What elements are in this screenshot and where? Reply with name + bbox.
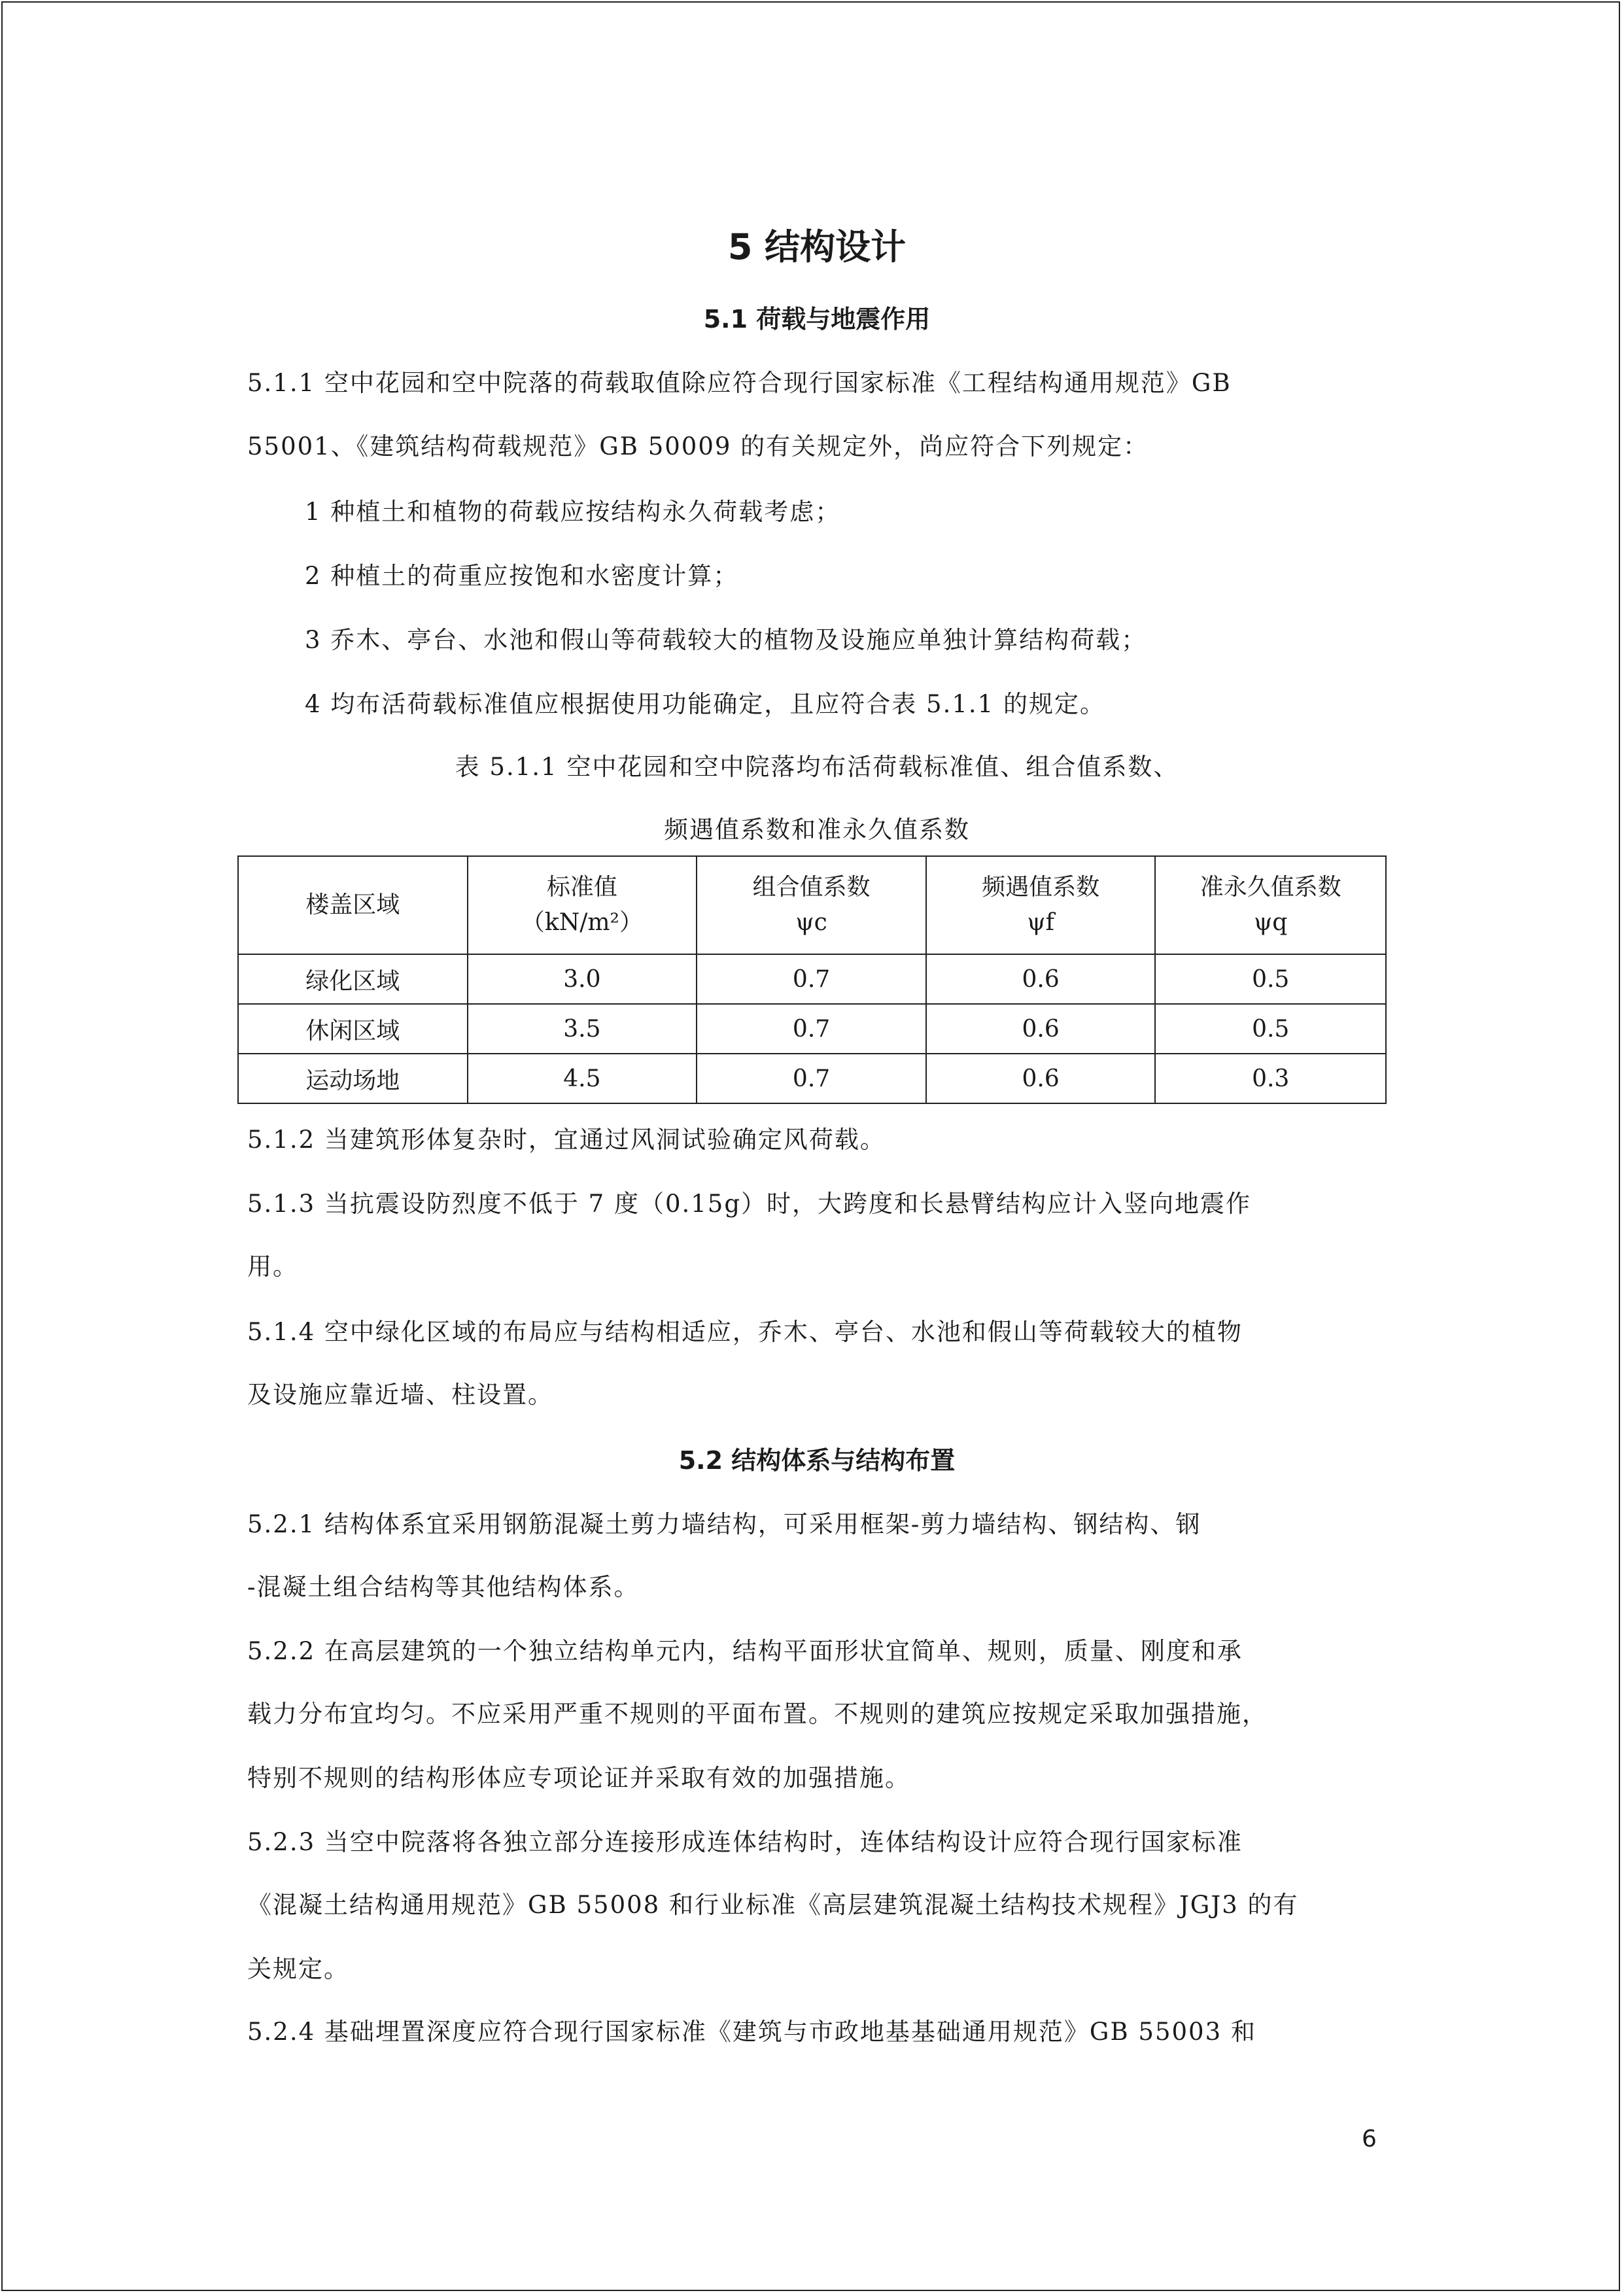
- clause-5-2-4-line1: 5.2.4 基础埋置深度应符合现行国家标准《建筑与市政地基基础通用规范》GB 55003 和: [247, 2018, 1256, 2046]
- page-number: 6: [1362, 2126, 1377, 2152]
- clause-5-1-1-line1: 5.1.1 空中花园和空中院落的荷载取值除应符合现行国家标准《工程结构通用规范》GB: [247, 369, 1232, 397]
- clause-5-2-3-line1: 5.2.3 当空中院落将各独立部分连接形成连体结构时，连体结构设计应符合现行国家标准: [247, 1828, 1243, 1856]
- table-row: [238, 1004, 1386, 1054]
- table-cell: 运动场地: [238, 1054, 468, 1103]
- list-item: 4 均布活荷载标准值应根据使用功能确定，且应符合表 5.1.1 的规定。: [305, 690, 1105, 718]
- list-item: 3 乔木、亭台、水池和假山等荷载较大的植物及设施应单独计算结构荷载；: [305, 626, 1147, 654]
- table-row: [238, 1054, 1386, 1103]
- table-cell: 4.5: [468, 1054, 697, 1103]
- table-cell: 0.5: [1155, 954, 1386, 1004]
- table-caption-line2: 频遇值系数和准永久值系数: [664, 816, 970, 844]
- chapter-title: 5 结构设计: [727, 226, 907, 267]
- table-cell: 0.6: [926, 1004, 1156, 1054]
- clause-5-1-4-line2: 及设施应靠近墙、柱设置。: [247, 1381, 553, 1409]
- list-item: 2 种植土的荷重应按饱和水密度计算；: [305, 562, 739, 590]
- table-header-cell: 准永久值系数 ψq: [1155, 856, 1386, 954]
- table-cell: 休闲区域: [238, 1004, 468, 1054]
- table-row: [238, 954, 1386, 1004]
- section-title-5-1: 5.1 荷载与地震作用: [703, 305, 931, 334]
- table-cell: 0.7: [697, 1004, 926, 1054]
- table-cell: 0.6: [926, 954, 1156, 1004]
- table-cell: 0.7: [697, 1054, 926, 1103]
- table-header-cell: 楼盖区域: [238, 856, 468, 954]
- section-title-5-2: 5.2 结构体系与结构布置: [678, 1446, 956, 1475]
- list-item: 1 种植土和植物的荷载应按结构永久荷载考虑；: [305, 498, 841, 526]
- clause-5-1-2: 5.1.2 当建筑形体复杂时，宜通过风洞试验确定风荷载。: [247, 1126, 886, 1154]
- table-cell: 0.3: [1155, 1054, 1386, 1103]
- load-values-table: [237, 855, 1387, 1104]
- table-cell: 绿化区域: [238, 954, 468, 1004]
- table-header-row: [238, 856, 1386, 954]
- clause-5-2-3-line3: 关规定。: [247, 1955, 349, 1983]
- table-header-cell: 频遇值系数 ψf: [926, 856, 1156, 954]
- table-cell: 3.5: [468, 1004, 697, 1054]
- clause-5-2-2-line1: 5.2.2 在高层建筑的一个独立结构单元内，结构平面形状宜简单、规则，质量、刚度和承: [247, 1637, 1243, 1665]
- table-header-cell: 标准值 （kN/m²）: [468, 856, 697, 954]
- clause-5-2-2-line3: 特别不规则的结构形体应专项论证并采取有效的加强措施。: [247, 1764, 910, 1792]
- clause-5-1-1-line2: 55001、《建筑结构荷载规范》GB 50009 的有关规定外，尚应符合下列规定：: [247, 432, 1149, 460]
- table-header-cell: 组合值系数 ψc: [697, 856, 926, 954]
- clause-5-2-3-line2: 《混凝土结构通用规范》GB 55008 和行业标准《高层建筑混凝土结构技术规程》JGJ3 的有: [247, 1891, 1299, 1919]
- clause-5-2-2-line2: 载力分布宜均匀。不应采用严重不规则的平面布置。不规则的建筑应按规定采取加强措施，: [247, 1700, 1268, 1728]
- table-cell: 0.7: [697, 954, 926, 1004]
- table-cell: 0.5: [1155, 1004, 1386, 1054]
- clause-5-2-1-line1: 5.2.1 结构体系宜采用钢筋混凝土剪力墙结构，可采用框架-剪力墙结构、钢结构、钢: [247, 1510, 1201, 1538]
- clause-5-1-4-line1: 5.1.4 空中绿化区域的布局应与结构相适应，乔木、亭台、水池和假山等荷载较大的植物: [247, 1318, 1243, 1346]
- table-caption-line1: 表 5.1.1 空中花园和空中院落均布活荷载标准值、组合值系数、: [455, 753, 1179, 781]
- clause-5-2-1-line2: -混凝土组合结构等其他结构体系。: [247, 1573, 640, 1601]
- clause-5-1-3-line2: 用。: [247, 1252, 298, 1281]
- clause-5-1-3-line1: 5.1.3 当抗震设防烈度不低于 7 度（0.15g）时，大跨度和长悬臂结构应计入竖向地震作: [247, 1190, 1252, 1218]
- table-cell: 3.0: [468, 954, 697, 1004]
- table-cell: 0.6: [926, 1054, 1156, 1103]
